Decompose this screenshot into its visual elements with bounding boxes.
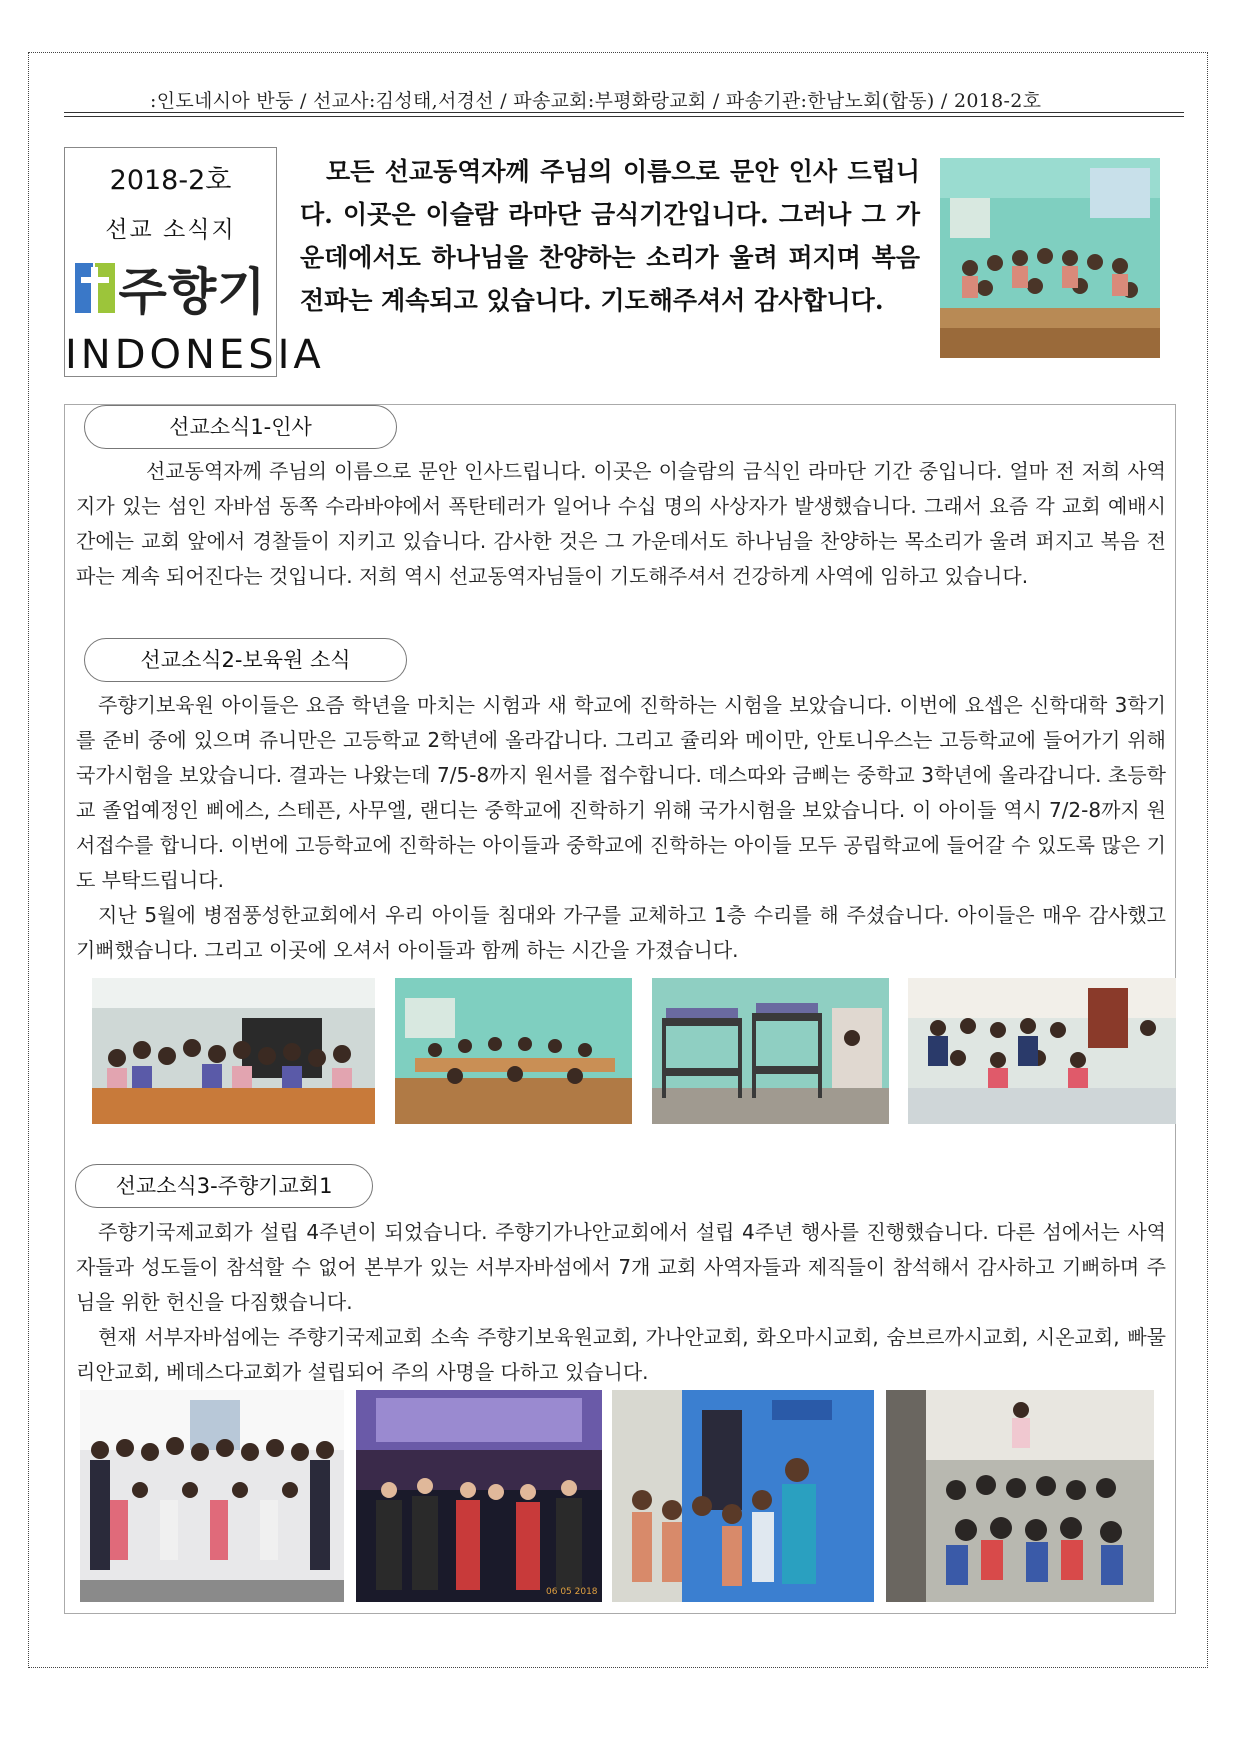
section-title-greeting: 선교소식1-인사 [84,405,397,449]
section2-paragraph-1: 주향기보육원 아이들은 요즘 학년을 마치는 시험과 새 학교에 진학하는 시험을 보았습니다. 이번에 요셉은 신학대학 3학기를 준비 중에 있으며 쥬니만은 고등학교 2학년에 올라갑니다. 그리고 쥴리와 메이만, 안토니우스는 고등학교에 들어가기 위해 국가시험을 보았습니다. 결과는 나왔는데 7/5-8까지 원서를 접수합니다. 데스따와 금삐는 중학교 3학년에 올라갑니다. 초등학교 졸업예정인 삐에스, 스테픈, 사무엘, 랜디는 중학교에 진학하기 위해 국가시험을 보았습니다. 이 아이들 역시 7/2-8까지 원서접수를 합니다. 이번에 고등학교에 진학하는 아이들과 중학교에 진학하는 아이들 모두 공립학교에 들어갈 수 있도록 많은 기도 부탁드립니다. [76,693,1166,892]
header-rule-thin [64,116,1184,117]
section3-paragraph-1: 주향기국제교회가 설립 4주년이 되었습니다. 주향기가나안교회에서 설립 4주년 행사를 진행했습니다. 다른 섬에서는 사역자들과 성도들이 참석할 수 없어 본부가 있는 서부자바섬에서 7개 교회 사역자들과 제직들이 참석해서 감사하고 기뻐하며 주님을 위한 헌신을 다짐했습니다. [76,1220,1166,1314]
group-photo-1 [92,978,375,1124]
section1-paragraph: 선교동역자께 주님의 이름으로 문안 인사드립니다. 이곳은 이슬람의 금식인 라마단 기간 중입니다. 얼마 전 저희 사역지가 있는 섬인 자바섬 동쪽 수라바야에서 폭탄테러가 일어나 수십 명의 사상자가 발생했습니다. 그래서 요즘 각 교회 예배시간에는 교회 앞에서 경찰들이 지키고 있습니다. 감사한 것은 그 가운데서도 하나님을 찬양하는 목소리가 울려 퍼지고 복음 전파는 계속 되어진다는 것입니다. 저희 역시 선교동역자님들이 기도해주셔서 건강하게 사역에 임하고 있습니다. [76,459,1166,588]
photo-date-stamp: 06 05 2018 [546,1587,598,1597]
children-outdoor-photo [612,1390,874,1602]
logo-name: 주향기 [118,263,267,321]
logo-country: INDONESIA [65,332,325,378]
newsletter-subtitle: 선교 소식지 [105,217,236,243]
group-photo-3 [908,978,1176,1124]
logo-mark [65,252,276,324]
classroom-photo [940,158,1160,358]
section-title-orphanage: 선교소식2-보육원 소식 [84,638,407,682]
section2-paragraph-2: 지난 5월에 병점풍성한교회에서 우리 아이들 침대와 가구를 교체하고 1층 수리를 해 주셨습니다. 아이들은 매우 감사했고 기뻐했습니다. 그리고 이곳에 오셔서 아이들과 함께 하는 시간을 가졌습니다. [76,903,1166,962]
intro-greeting: 모든 선교동역자께 주님의 이름으로 문안 인사 드립니다. 이곳은 이슬람 라마단 금식기간입니다. 그러나 그 가운데에서도 하나님을 찬양하는 소리가 울려 퍼지며 복음전파는 계속되고 있습니다. 기도해주셔서 감사합니다. [300,157,920,315]
anniversary-event-photo [356,1390,602,1602]
newsletter-logo [64,147,325,378]
bunk-beds-photo [652,978,889,1124]
header-rule [64,112,1184,113]
group-photo-2 [395,978,632,1124]
church-group-photo [80,1390,344,1602]
section-title-church: 선교소식3-주향기교회1 [75,1164,373,1208]
worship-gathering-photo [886,1390,1154,1602]
issue-number: 2018-2호 [109,165,232,196]
header-info: :인도네시아 반둥 / 선교사:김성태,서경선 / 파송교회:부평화랑교회 / 파송기관:한남노회(합동) / 2018-2호 [150,90,1042,112]
section3-paragraph-2: 현재 서부자바섬에는 주향기국제교회 소속 주향기보육원교회, 가나안교회, 화오마시교회, 숨브르까시교회, 시온교회, 빠물리안교회, 베데스다교회가 설립되어 주의 사명을 다하고 있습니다. [76,1325,1166,1384]
cross-icon [75,263,115,313]
